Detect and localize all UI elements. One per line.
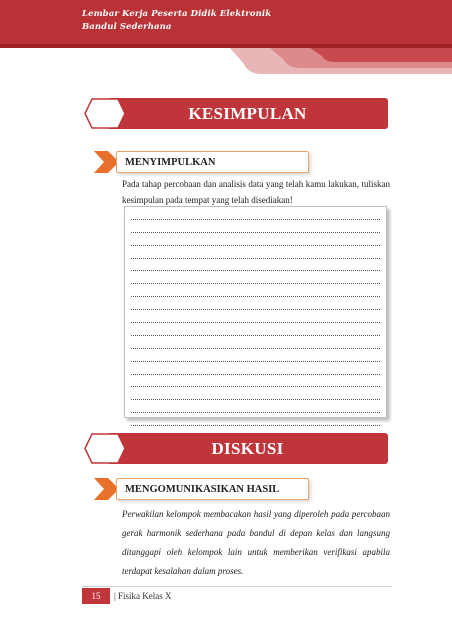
diskusi-section-bar — [89, 433, 388, 464]
footer-divider — [82, 586, 392, 587]
answer-line[interactable] — [131, 387, 380, 400]
answer-line[interactable] — [131, 259, 380, 272]
answer-line[interactable] — [131, 284, 380, 297]
menyimpulkan-label: MENYIMPULKAN — [116, 151, 309, 173]
kesimpulan-instruction: Pada tahap percobaan dan analisis data yang telah kamu lakukan, tuliskan kesimpulan pada tempat yang telah disediakan! — [122, 179, 390, 205]
kesimpulan-section-bar — [89, 98, 388, 129]
mengomunikasikan-heading — [94, 478, 316, 502]
answer-line[interactable] — [131, 233, 380, 246]
answer-line[interactable] — [131, 246, 380, 259]
answer-line[interactable] — [131, 220, 380, 233]
kesimpulan-title: KESIMPULAN — [107, 98, 388, 129]
header-line-2: Bandul Sederhana — [82, 22, 172, 32]
answer-line[interactable] — [131, 349, 380, 362]
answer-line[interactable] — [131, 375, 380, 388]
footer-label: | Fisika Kelas X — [114, 591, 172, 601]
header-line-1: Lembar Kerja Peserta Didik Elektronik — [82, 9, 272, 19]
menyimpulkan-heading — [94, 151, 316, 175]
hexagon-icon — [84, 98, 126, 129]
diskusi-paragraph: Perwakilan kelompok membacakan hasil yang diperoleh pada percobaan gerak harmonik sederhana pada bandul di depan kelas dan langsung ditanggapi oleh kelompok lain untuk memberikan verifikasi apabila terdapat kesalahan dalam proses. — [122, 509, 390, 576]
header-band — [0, 0, 452, 78]
mengomunikasikan-label: MENGOMUNIKASIKAN HASIL — [116, 478, 309, 500]
diskusi-title: DISKUSI — [107, 433, 388, 464]
header-title — [82, 8, 271, 34]
answer-area[interactable] — [124, 206, 387, 418]
answer-line[interactable] — [131, 323, 380, 336]
answer-line[interactable] — [131, 400, 380, 413]
answer-line[interactable] — [131, 207, 380, 220]
answer-line[interactable] — [131, 336, 380, 349]
answer-line[interactable] — [131, 271, 380, 284]
answer-line[interactable] — [131, 362, 380, 375]
answer-line[interactable] — [131, 413, 380, 426]
answer-line[interactable] — [131, 297, 380, 310]
page-number: 15 — [82, 588, 110, 604]
answer-line[interactable] — [131, 310, 380, 323]
hexagon-icon — [84, 433, 126, 464]
